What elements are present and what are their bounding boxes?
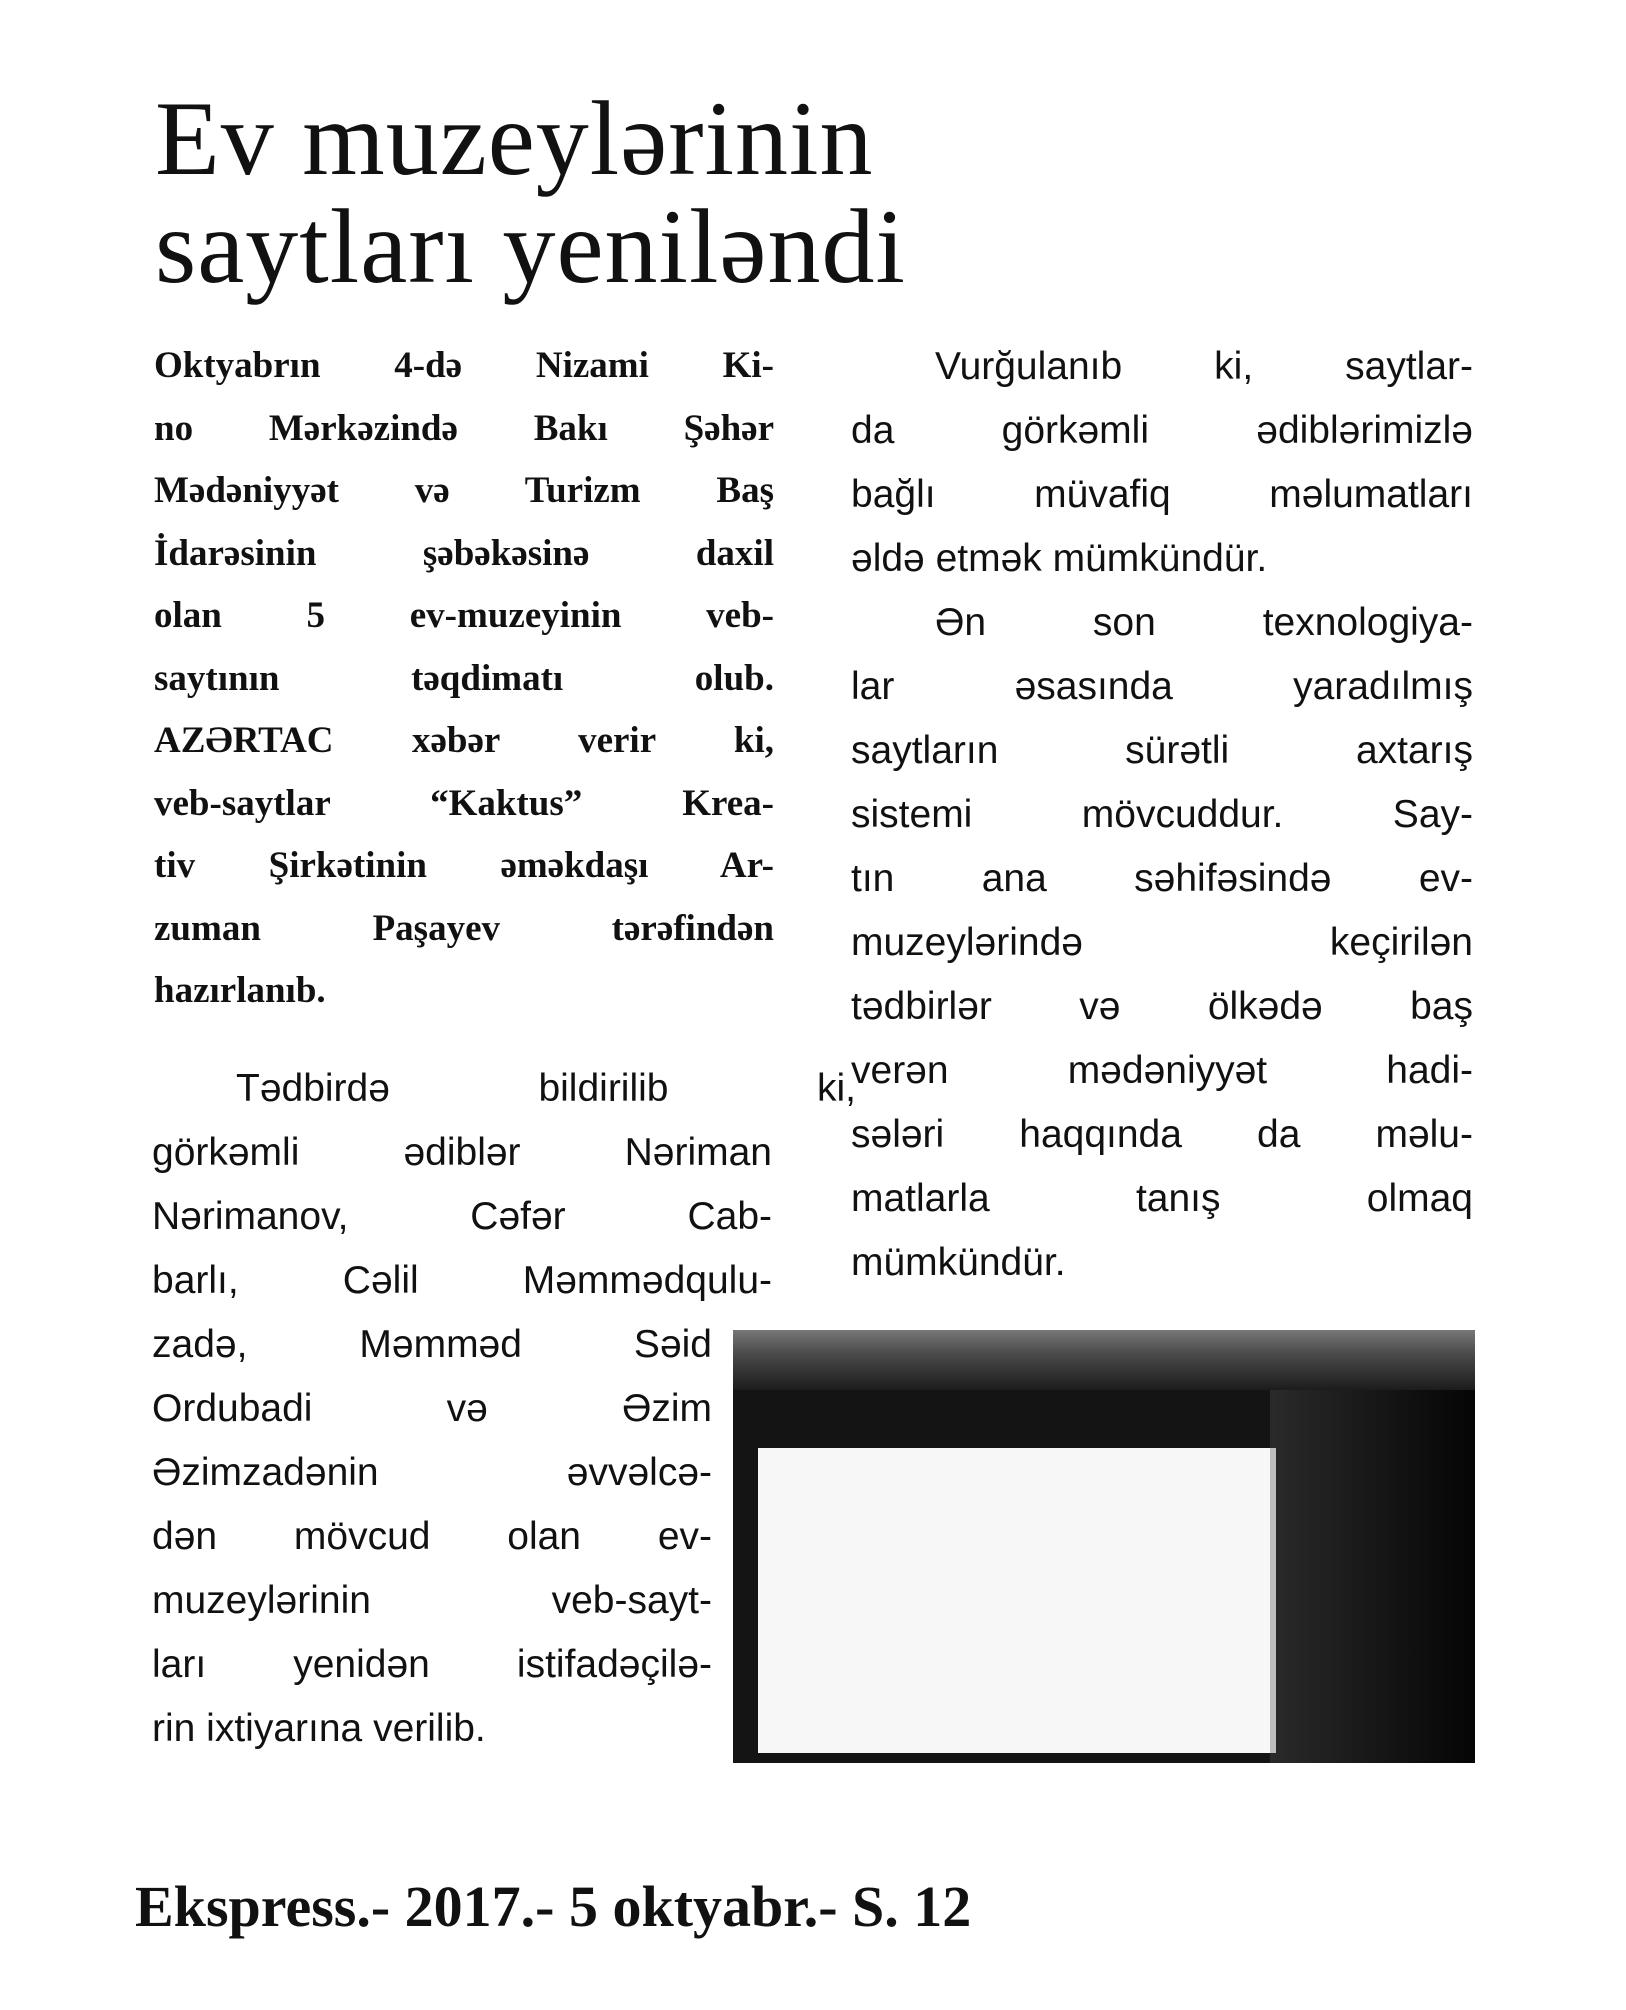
body-line: bağlı müvafiq məlumatları: [851, 473, 1473, 516]
headline-line: Ev muzeylərinin: [155, 80, 874, 197]
lead-line: Oktyabrın 4-də Nizami Ki-: [154, 345, 774, 386]
photo-top-strip: [733, 1330, 1475, 1390]
lead-line: saytının təqdimatı olub.: [154, 657, 774, 699]
body-line: barlı, Cəlil Məmmədqulu-: [152, 1259, 772, 1302]
source-citation: Ekspress.- 2017.- 5 oktyabr.- S. 12: [135, 1874, 972, 1939]
body-line: ları yenidən istifadəçilə-: [152, 1643, 712, 1686]
lead-line: veb-saytlar “Kaktus” Krea-: [154, 782, 774, 824]
body-line: mümkündür.: [851, 1241, 1066, 1284]
body-line: matlarla tanış olmaq: [851, 1177, 1473, 1220]
lead-paragraph: [154, 335, 774, 1023]
photo-projection-screen: [758, 1448, 1276, 1753]
body-paragraph-right: [851, 335, 1473, 1295]
lead-line: tiv Şirkətinin əməkdaşı Ar-: [154, 845, 774, 886]
article-photo: [733, 1330, 1475, 1763]
body-line: zadə, Məmməd Səid: [152, 1323, 712, 1366]
body-line: da görkəmli ədiblərimizlə: [851, 409, 1473, 452]
headline-line: saytları yeniləndi: [155, 188, 906, 305]
headline: [155, 80, 1105, 305]
body-line: tın ana səhifəsində ev-: [851, 857, 1473, 900]
body-line: əldə etmək mümkündür.: [851, 537, 1268, 580]
body-line: Tədbirdə bildirilib ki,: [236, 1067, 856, 1110]
body-line: Ordubadi və Əzim: [152, 1387, 712, 1430]
lead-line: İdarəsinin şəbəkəsinə daxil: [154, 532, 774, 574]
body-line: dən mövcud olan ev-: [152, 1515, 712, 1558]
lead-line: no Mərkəzində Bakı Şəhər: [154, 407, 774, 449]
lead-line: zuman Paşayev tərəfindən: [154, 907, 774, 949]
body-line: sələri haqqında da məlu-: [851, 1113, 1473, 1156]
lead-line: AZƏRTAC xəbər verir ki,: [154, 720, 774, 761]
body-line: sistemi mövcuddur. Say-: [851, 793, 1473, 836]
body-line: Əzimzadənin əvvəlcə-: [152, 1451, 712, 1494]
body-line: görkəmli ədiblər Nəriman: [152, 1131, 772, 1174]
body-line: saytların sürətli axtarış: [851, 729, 1473, 772]
body-line: Ən son texnologiya-: [935, 601, 1473, 644]
body-line: lar əsasında yaradılmış: [851, 665, 1473, 708]
lead-line: olan 5 ev-muzeyinin veb-: [154, 595, 774, 636]
body-line: rin ixtiyarına verilib.: [152, 1707, 486, 1750]
body-line: verən mədəniyyət hadi-: [851, 1049, 1473, 1092]
body-line: tədbirlər və ölkədə baş: [851, 985, 1473, 1028]
body-line: muzeylərində keçirilən: [851, 921, 1473, 964]
lead-line: Mədəniyyət və Turizm Baş: [154, 470, 774, 511]
lead-line: hazırlanıb.: [154, 970, 326, 1011]
body-line: Nərimanov, Cəfər Cab-: [152, 1195, 772, 1238]
photo-dark-area: [1270, 1390, 1475, 1763]
body-line: Vurğulanıb ki, saytlar-: [935, 345, 1473, 388]
body-line: muzeylərinin veb-sayt-: [152, 1579, 712, 1622]
